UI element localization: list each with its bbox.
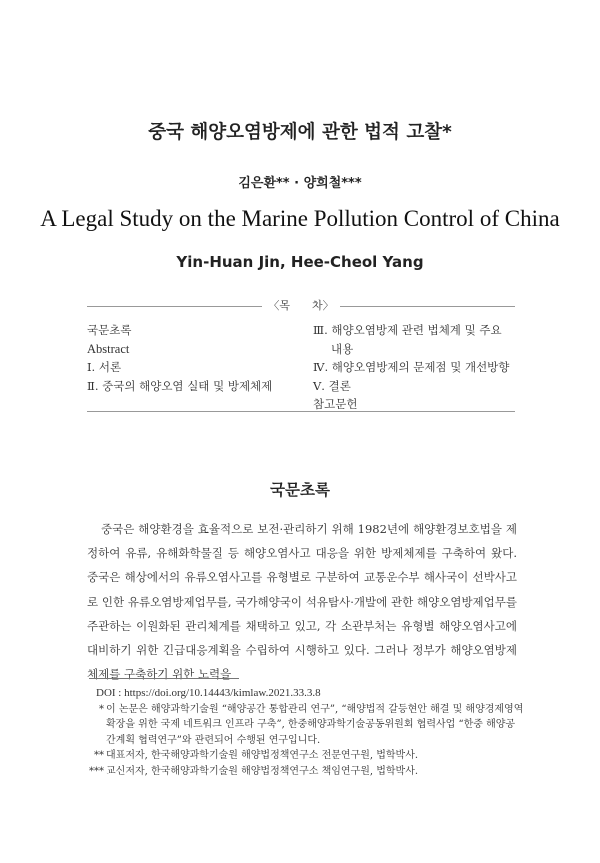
footnote — [84, 748, 524, 764]
footnotes — [84, 686, 524, 780]
paper-title-korean: 중국 해양오염방제에 관한 법적 고찰* — [148, 122, 452, 143]
footnote-text: 이 논문은 해양과학기술원 “해양공간 통합관리 연구”, “해양법적 갈등현안 해결 및 해양경제영역 확장을 위한 국제 네트워크 인프라 구축”, 한중해양과학기술공동위원회 협력사업 “한중 해양공간계획 협력연구”와 관련되어 수행된 연구입니다. — [106, 703, 524, 746]
toc-item: 참고문헌 — [313, 397, 358, 411]
footnote-mark: *** — [89, 765, 104, 777]
toc-item: 국문초록 — [87, 323, 132, 337]
toc-left-column — [87, 321, 272, 395]
footnote — [84, 764, 524, 780]
footnote-text: 교신저자, 한국해양과학기술원 해양법정책연구소 책임연구원, 법학박사. — [106, 765, 419, 777]
toc-right-column — [313, 321, 517, 414]
authors-korean: 김은환** · 양희철*** — [238, 176, 362, 191]
abstract-paragraph: 중국은 해양환경을 효율적으로 보전·관리하기 위해 1982년에 해양환경보호법을 제정하여 유류, 유해화학물질 등 해양오염사고 대응을 위한 방제체제를 구축하여 왔다. 중국은 해상에서의 유류오염사고를 유형별로 구분하여 교통운수부 해사국이 선박사고로 인한 유류오염방제업무를, 국가해양국이 석유탐사·개발에 관한 해양오염방제업무를 주관하는 이원화된 관리체계를 채택하고 있고, 각 소관부처는 유형별 해양오염사고에 대비하기 위한 긴급대응계획을 수립하여 시행하고 있다. 그러나 정부가 해양오염방제체제를 구축하기 위한 노력을 — [87, 522, 517, 682]
doi-line: DOI : https://doi.org/10.14443/kimlaw.2021.33.3.8 — [96, 687, 321, 699]
toc-item: 내용 — [331, 341, 354, 356]
toc-item: Ⅳ. 해양오염방제의 문제점 및 개선방향 — [313, 360, 510, 374]
footnote-mark: ** — [94, 750, 104, 762]
toc-label: 〈목 차〉 — [262, 299, 339, 312]
abstract-body — [87, 517, 517, 686]
footnote-divider — [89, 678, 239, 679]
paper-title-english: A Legal Study on the Marine Pollution Control of China — [40, 206, 560, 231]
toc-item: Ⅲ. 해양오염방제 관련 법체계 및 주요 — [313, 323, 502, 337]
abstract-heading: 국문초록 — [270, 481, 330, 499]
footnote-mark: * — [99, 703, 104, 715]
toc-item: Abstract — [87, 341, 130, 356]
toc-item: Ⅴ. 결론 — [313, 378, 351, 393]
footnote-text: 대표저자, 한국해양과학기술원 해양법정책연구소 전문연구원, 법학박사. — [106, 750, 419, 762]
footnote — [84, 702, 524, 749]
toc-item: Ⅱ. 중국의 해양오염 실태 및 방제체제 — [87, 378, 273, 393]
table-of-contents — [87, 299, 515, 412]
authors-english: Yin-Huan Jin, Hee-Cheol Yang — [176, 253, 424, 271]
toc-item: Ⅰ. 서론 — [87, 360, 122, 374]
